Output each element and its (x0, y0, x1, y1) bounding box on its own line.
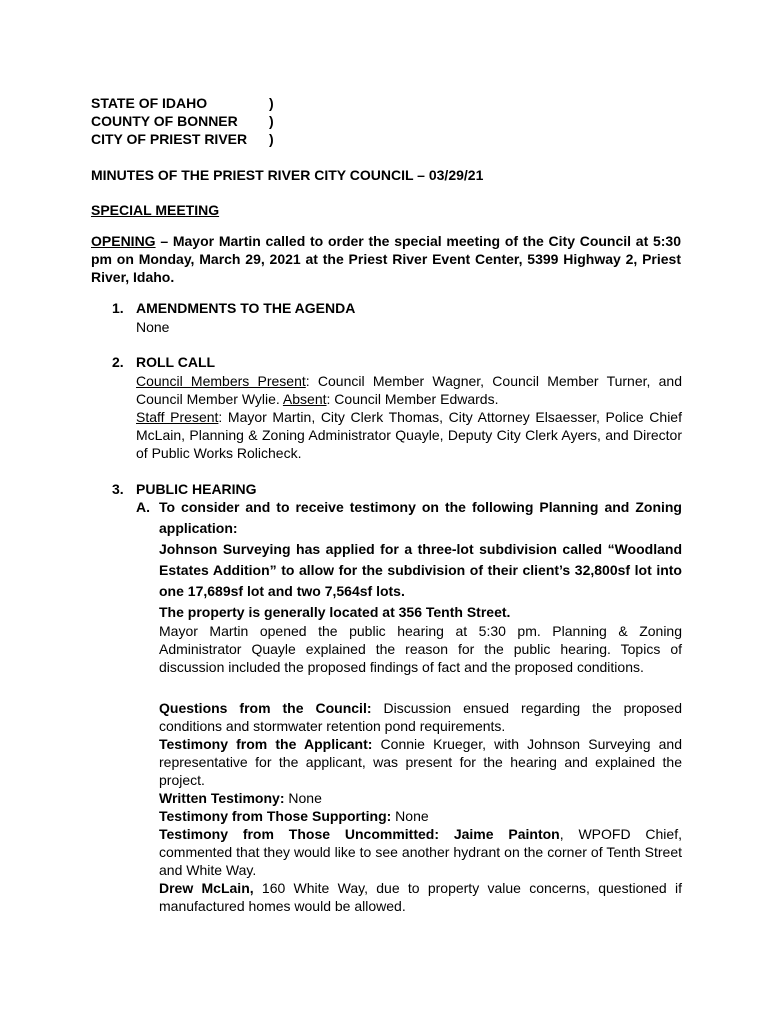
caption-paren: ) (269, 131, 274, 147)
item-number: 2. (112, 354, 124, 370)
item-number: 1. (112, 300, 124, 316)
uncommitted-label: Testimony from Those Uncommitted: Jaime Painton (159, 826, 560, 842)
roll-call-staff (136, 408, 682, 462)
written-testimony (159, 789, 682, 807)
supporting-label: Testimony from Those Supporting: (159, 808, 392, 824)
written-text: None (284, 790, 322, 806)
roll-call-members (136, 372, 682, 408)
present-text: : Council Member Wagner, Council Member Turner, and Council Member Wylie. (136, 373, 683, 407)
caption-city: CITY OF PRIEST RIVER (91, 131, 248, 147)
opening-label: OPENING (91, 233, 156, 249)
applicant-testimony (159, 735, 682, 789)
caption-paren: ) (269, 95, 274, 111)
caption-county: COUNTY OF BONNER (91, 113, 238, 129)
staff-label: Staff Present (136, 409, 219, 425)
caption-paren: ) (269, 113, 274, 129)
hearing-item-a (136, 497, 682, 623)
absent-label: Absent (282, 391, 327, 407)
drew-text: 160 White Way, due to property value concerns, questioned if manufactured homes would be allowed. (159, 880, 682, 914)
item-number: 3. (112, 481, 124, 497)
absent-text: : Council Member Edwards. (326, 391, 499, 407)
agenda-item-2 (112, 353, 682, 371)
applicant-label: Testimony from the Applicant: (159, 736, 373, 752)
hearing-summary: Mayor Martin opened the public hearing at 5:30 pm. Planning & Zoning Administrator Quayle explained the reason for the public hearing. Topics of discussion included the proposed findings of fact and the proposed conditions. (159, 623, 682, 675)
applicant-text: Connie Krueger, with Johnson Surveying and representative for the applicant, was present for the hearing and explained the project. (159, 736, 682, 788)
drew-mclain-testimony (159, 879, 682, 915)
supporting-testimony (159, 807, 682, 825)
uncommitted-text: , WPOFD Chief, commented that they would like to see another hydrant on the corner of Tenth Street and White Way. (159, 826, 682, 878)
staff-text: : Mayor Martin, City Clerk Thomas, City Attorney Elsaesser, Police Chief McLain, Planning & Zoning Administrator Quayle, Deputy City Clerk Ayers, and Director of Public Works Rolicheck. (136, 409, 682, 461)
written-label: Written Testimony: (159, 790, 285, 806)
case-caption (91, 94, 274, 148)
council-label: Questions from the Council: (159, 700, 372, 716)
item-title: ROLL CALL (136, 354, 216, 370)
item-1-body: None (136, 319, 170, 335)
hearing-application: To consider and to receive testimony on the following Planning and Zoning application: (159, 499, 682, 536)
supporting-text: None (391, 808, 429, 824)
hearing-letter: A. (136, 499, 150, 515)
council-text: Discussion ensued regarding the proposed conditions and stormwater retention pond requirements. (159, 700, 682, 734)
page-title: MINUTES OF THE PRIEST RIVER CITY COUNCIL – 03/29/21 (91, 167, 484, 183)
caption-state: STATE OF IDAHO (91, 95, 208, 111)
item-title: AMENDMENTS TO THE AGENDA (136, 300, 356, 316)
council-questions (159, 699, 682, 735)
agenda-item-3 (112, 480, 682, 498)
drew-label: Drew McLain, (159, 880, 254, 896)
opening-paragraph (91, 232, 681, 286)
testimony-section (159, 699, 682, 915)
present-label: Council Members Present (136, 373, 306, 389)
uncommitted-testimony (159, 825, 682, 879)
opening-text: – Mayor Martin called to order the special meeting of the City Council at 5:30 pm on Monday, March 29, 2021 at the Priest River Event Center, 5399 Highway 2, Priest River, Idaho. (91, 233, 681, 285)
meeting-type: SPECIAL MEETING (91, 202, 220, 218)
agenda-item-1 (112, 299, 682, 317)
hearing-location: The property is generally located at 356 Tenth Street. (159, 604, 511, 620)
hearing-description: Johnson Surveying has applied for a three-lot subdivision called “Woodland Estates Addition” to allow for the subdivision of their client’s 32,800sf lot into one 17,689sf lot and two 7,564sf lots. (159, 541, 682, 599)
item-title: PUBLIC HEARING (136, 481, 257, 497)
